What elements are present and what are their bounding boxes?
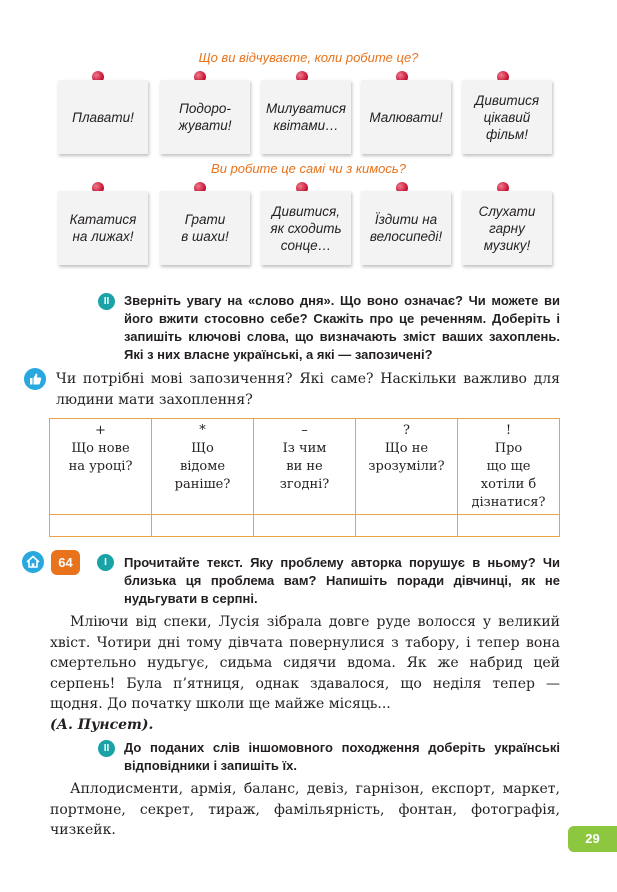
table-cell: * Що відоме раніше? <box>152 419 254 515</box>
answer-cell[interactable] <box>458 515 560 537</box>
task-text: До поданих слів іншомовного походження доберіть українські відповідники і запишіть їх. <box>124 740 560 773</box>
answer-cell[interactable] <box>356 515 458 537</box>
reading-text <box>50 612 560 735</box>
table-cell: ? Що не зрозуміли? <box>356 419 458 515</box>
answer-cell[interactable] <box>152 515 254 537</box>
answer-cell[interactable] <box>50 515 152 537</box>
activity-card: Грати в шахи! <box>160 191 250 265</box>
activity-card: Їздити на велосипеді! <box>361 191 451 265</box>
reflection-question: Чи потрібні мові запозичення? Які саме? Наскільки важливо для людини мати захоплення? <box>56 371 560 408</box>
activity-card: Слухати гарну музику! <box>462 191 552 265</box>
task-text: Прочитайте текст. Яку проблему авторка порушує в ньому? Чи близька ця проблема вам? Напишіть поради дівчинці, як не нудьгувати в серпні. <box>124 555 560 606</box>
table-cell: ! Про що ще хотіли б дізнатися? <box>458 419 560 515</box>
activity-card: Дивитися цікавий фільм! <box>462 80 552 154</box>
activity-card: Милуватися квітами… <box>261 80 351 154</box>
task-text: Зверніть увагу на «слово дня». Що воно означає? Чи можете ви його вжити стосовно себе? Скажіть про це реченням. Доберіть і запишіть ключові слова, що визначають зміст ваших захоплень. Які з них власне українські, а які — запозичені? <box>124 293 560 362</box>
activity-card: Малювати! <box>361 80 451 154</box>
answer-cell[interactable] <box>254 515 356 537</box>
exercise-number: 64 <box>51 550 80 575</box>
table-cell: + Що нове на уроці? <box>50 419 152 515</box>
activity-card: Плавати! <box>58 80 148 154</box>
activity-card: Дивитися, як сходить сонце… <box>261 191 351 265</box>
level-badge: II <box>98 293 115 310</box>
activity-card: Подоро- жувати! <box>160 80 250 154</box>
level-badge: II <box>98 740 115 757</box>
author-attribution: (А. Пунсет). <box>50 716 154 733</box>
table-cell: – Із чим ви не згодні? <box>254 419 356 515</box>
thumbs-up-icon <box>24 368 46 390</box>
home-icon <box>22 551 44 573</box>
section-header-company: Ви робите це самі чи з кимось? <box>211 161 406 176</box>
word-list: Аплодисменти, армія, баланс, девіз, гарнізон, експорт, маркет, портмоне, секрет, тираж, фамільярність, фонтан, фотографія, чизкейк. <box>50 781 560 838</box>
level-badge: I <box>97 554 114 571</box>
page-number: 29 <box>568 826 617 852</box>
reflection-table <box>49 418 560 537</box>
section-header-feelings: Що ви відчуваєте, коли робите це? <box>198 50 419 65</box>
reading-text-main: Мліючи від спеки, Лусія зібрала довге руде волосся у великий хвіст. Чотири дні тому дівчата повернулися з табору, і тепер вона смертельно нудьгує, сидьма сидячи вдома. Як же набрид цей серпень! Була п’ятниця, однак здавалося, що неділя тепер — щодня. До початку школи ще майже місяць... <box>50 614 560 712</box>
activity-card: Кататися на лижах! <box>58 191 148 265</box>
